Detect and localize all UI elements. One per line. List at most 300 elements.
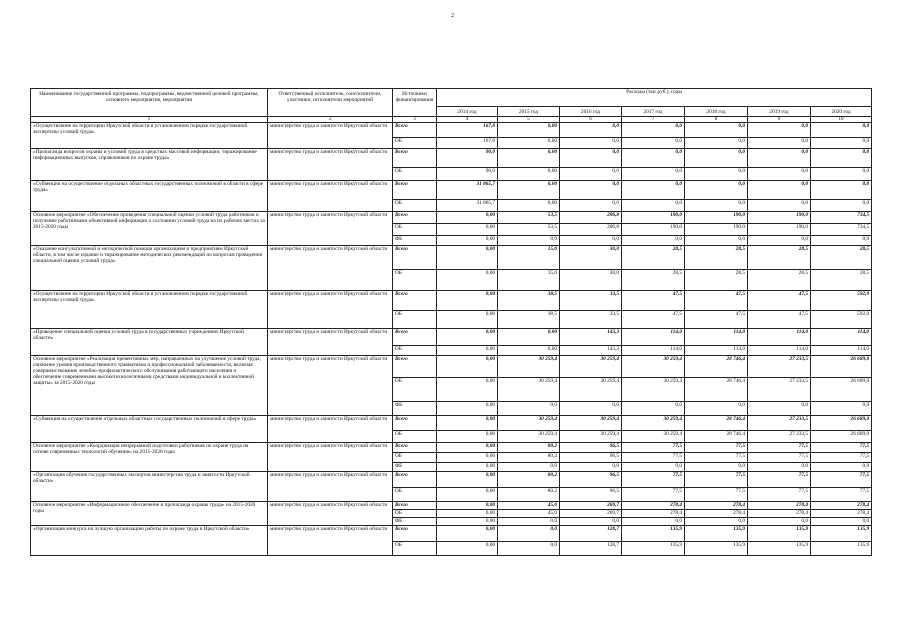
expense-value: 30 259,4 bbox=[622, 416, 685, 431]
page-number: 2 bbox=[451, 13, 454, 19]
expense-value: 77,5 bbox=[748, 472, 811, 488]
expense-value: 28,5 bbox=[685, 270, 748, 291]
expense-value: 28 746,4 bbox=[685, 416, 748, 431]
expense-value: 135,9 bbox=[811, 526, 872, 542]
expense-value: 278,4 bbox=[622, 510, 685, 518]
expense-value: 0,0 bbox=[685, 168, 748, 181]
funding-source: Всего bbox=[393, 502, 437, 510]
table-row bbox=[31, 356, 872, 378]
expense-value: 27 233,5 bbox=[748, 416, 811, 431]
funding-source: ОБ bbox=[393, 311, 437, 329]
header-column-number: 10 bbox=[811, 117, 872, 123]
executor-name: министерство труда и занятости Иркутской области bbox=[268, 181, 393, 212]
funding-source: ОБ bbox=[393, 510, 437, 518]
expense-value: 28,5 bbox=[748, 246, 811, 270]
funding-source: ОБ bbox=[393, 488, 437, 502]
expense-value: 80,2 bbox=[498, 472, 560, 488]
expense-value: 0,0 bbox=[748, 123, 811, 138]
expense-value: 53,5 bbox=[498, 224, 560, 236]
expense-value: 0,0 bbox=[685, 200, 748, 212]
expense-value: 26 689,0 bbox=[811, 356, 872, 378]
expense-value: 190,0 bbox=[748, 212, 811, 224]
funding-source: ФБ bbox=[393, 518, 437, 526]
funding-source: ФБ bbox=[393, 463, 437, 472]
funding-source: Всего bbox=[393, 443, 437, 453]
activity-name: «Субвенция на осуществление отдельных областных государственных полномочий в сфере труда» bbox=[31, 416, 268, 443]
funding-source: Всего bbox=[393, 329, 437, 346]
expense-value: 190,0 bbox=[685, 212, 748, 224]
expense-value: 269,7 bbox=[560, 502, 622, 510]
expense-value: 0,0 bbox=[811, 200, 872, 212]
expense-value: 80,2 bbox=[498, 488, 560, 502]
expense-value: 0,0 bbox=[498, 402, 560, 416]
expense-value: 0,00 bbox=[437, 378, 498, 402]
funding-source: ОБ bbox=[393, 224, 437, 236]
expense-value: 0,0 bbox=[622, 200, 685, 212]
expense-value: 47,5 bbox=[685, 311, 748, 329]
expense-value: 96,5 bbox=[560, 472, 622, 488]
funding-source: ОБ bbox=[393, 431, 437, 443]
funding-source: ОБ bbox=[393, 453, 437, 463]
expense-value: 278,4 bbox=[685, 510, 748, 518]
expense-value: 592,0 bbox=[811, 311, 872, 329]
activity-name: Основное мероприятие «Координация непрерывной подготовки работников по охране труда на основе современных технологий обучения» на 2015-2020 годы bbox=[31, 443, 268, 472]
table-row bbox=[31, 329, 872, 346]
expense-value: 0,0 bbox=[560, 463, 622, 472]
expense-value: 47,5 bbox=[685, 291, 748, 311]
table-row bbox=[31, 443, 872, 453]
expense-value: 0,00 bbox=[437, 431, 498, 443]
expense-value: 135,9 bbox=[622, 542, 685, 556]
expense-value: 77,5 bbox=[811, 472, 872, 488]
expense-value: 0,0 bbox=[748, 236, 811, 246]
expense-value: 0,0 bbox=[622, 463, 685, 472]
expense-value: 0,0 bbox=[685, 463, 748, 472]
expense-value: 47,5 bbox=[622, 291, 685, 311]
table-row bbox=[31, 291, 872, 311]
expense-value: 28,5 bbox=[748, 270, 811, 291]
executor-name: министерство труда и занятости Иркутской области bbox=[268, 526, 393, 556]
expense-value: 190,0 bbox=[622, 224, 685, 236]
header-name: Наименование государственной программы, подпрограммы, ведомственной целевой программы, основного мероприятия, мероприятия bbox=[31, 89, 268, 117]
expense-value: 28,5 bbox=[685, 246, 748, 270]
expense-value: 206,8 bbox=[560, 224, 622, 236]
expense-value: 0,00 bbox=[437, 246, 498, 270]
activity-name: «Организация конкурса на лучшую организацию работы по охране труда в Иркутской области» bbox=[31, 526, 268, 556]
expense-value: 28 746,4 bbox=[685, 378, 748, 402]
expense-value: 0,0 bbox=[560, 168, 622, 181]
expense-value: 0,00 bbox=[437, 472, 498, 488]
header-year: 2016 год bbox=[560, 107, 622, 117]
executor-name: министерство труда и занятости Иркутской области bbox=[268, 123, 393, 149]
header-year: 2019 год bbox=[748, 107, 811, 117]
expense-value: 0,00 bbox=[437, 329, 498, 346]
expense-value: 278,4 bbox=[748, 510, 811, 518]
expense-value: 30 259,4 bbox=[560, 416, 622, 431]
expense-value: 0,00 bbox=[437, 346, 498, 356]
expense-value: 77,5 bbox=[622, 488, 685, 502]
header-source: Источники финансирования bbox=[393, 89, 437, 117]
expense-value: 0,0 bbox=[560, 181, 622, 200]
expense-value: 0,0 bbox=[560, 123, 622, 138]
expense-value: 30 259,4 bbox=[560, 431, 622, 443]
activity-name: «Проведение специальной оценки условий труда в государственных учреждениях Иркутской области» bbox=[31, 329, 268, 356]
expense-value: 128,7 bbox=[560, 542, 622, 556]
expense-value: 77,5 bbox=[685, 488, 748, 502]
expense-value: 0,00 bbox=[437, 542, 498, 556]
executor-name: министерство труда и занятости Иркутской области bbox=[268, 291, 393, 329]
expense-value: 0,0 bbox=[622, 402, 685, 416]
expense-value: 28,5 bbox=[811, 270, 872, 291]
expense-value: 0,0 bbox=[685, 402, 748, 416]
expense-value: 0,0 bbox=[811, 463, 872, 472]
expense-value: 0,0 bbox=[811, 518, 872, 526]
expense-value: 0,00 bbox=[498, 346, 560, 356]
expense-value: 0,0 bbox=[622, 123, 685, 138]
expense-value: 0,0 bbox=[498, 526, 560, 542]
expense-value: 77,5 bbox=[685, 443, 748, 453]
expense-value: 77,5 bbox=[622, 453, 685, 463]
expense-value: 0,00 bbox=[437, 416, 498, 431]
header-column-number: 1 bbox=[31, 117, 268, 123]
expense-value: 30 259,4 bbox=[498, 378, 560, 402]
funding-source: Всего bbox=[393, 526, 437, 542]
expense-value: 90,0 bbox=[437, 149, 498, 168]
activity-name: «Пропаганда вопросов охраны и условий труда в средствах массовой информации, тиражирование информационных выпусков, справочников по охране труда» bbox=[31, 149, 268, 181]
expense-value: 0,0 bbox=[811, 149, 872, 168]
funding-source: ОБ bbox=[393, 378, 437, 402]
expense-value: 0,00 bbox=[437, 453, 498, 463]
activity-name: «Осуществление на территории Иркутской области в установленном порядке государственной экспертизы условий труда» bbox=[31, 291, 268, 329]
executor-name: министерство труда и занятости Иркутской области bbox=[268, 212, 393, 246]
header-column-number: 8 bbox=[685, 117, 748, 123]
expense-value: 0,0 bbox=[560, 518, 622, 526]
header-column-number: 4 bbox=[437, 117, 498, 123]
expense-value: 96,5 bbox=[560, 453, 622, 463]
header-year: 2020 год bbox=[811, 107, 872, 117]
expense-value: 0,0 bbox=[498, 542, 560, 556]
expense-value: 0,0 bbox=[685, 236, 748, 246]
header-column-number: 6 bbox=[560, 117, 622, 123]
expense-value: 0,0 bbox=[622, 149, 685, 168]
table-row bbox=[31, 246, 872, 270]
expense-value: 0,00 bbox=[437, 212, 498, 224]
expense-value: 30 259,4 bbox=[622, 378, 685, 402]
executor-name: министерство труда и занятости Иркутской области bbox=[268, 149, 393, 181]
expense-value: 0,0 bbox=[811, 123, 872, 138]
table-row bbox=[31, 181, 872, 200]
funding-source: Всего bbox=[393, 356, 437, 378]
expense-value: 0,0 bbox=[748, 200, 811, 212]
expense-value: 114,0 bbox=[622, 329, 685, 346]
expense-value: 0,0 bbox=[811, 168, 872, 181]
expense-value: 0,00 bbox=[437, 270, 498, 291]
expense-value: 0,0 bbox=[685, 518, 748, 526]
funding-source: ОБ bbox=[393, 270, 437, 291]
executor-name: министерство труда и занятости Иркутской области bbox=[268, 472, 393, 502]
executor-name: министерство труда и занятости Иркутской области bbox=[268, 329, 393, 356]
activity-name: «Организация обучения государственных экспертов министерства труда и занятости Иркутской области» bbox=[31, 472, 268, 502]
expense-value: 135,9 bbox=[748, 542, 811, 556]
header-expenses: Расходы (тыс.руб.), годы bbox=[437, 89, 872, 107]
funding-source: ОБ bbox=[393, 168, 437, 181]
expense-value: 47,5 bbox=[622, 311, 685, 329]
table-row bbox=[31, 212, 872, 224]
funding-source: Всего bbox=[393, 291, 437, 311]
expense-value: 278,4 bbox=[811, 510, 872, 518]
expense-value: 28,5 bbox=[811, 246, 872, 270]
expense-value: 0,00 bbox=[498, 168, 560, 181]
expense-value: 0,00 bbox=[437, 463, 498, 472]
expense-value: 0,0 bbox=[498, 236, 560, 246]
expense-value: 31 865,7 bbox=[437, 200, 498, 212]
expense-value: 30,0 bbox=[560, 270, 622, 291]
expense-value: 0,00 bbox=[498, 138, 560, 149]
expense-value: 0,0 bbox=[622, 236, 685, 246]
expense-value: 0,00 bbox=[498, 200, 560, 212]
expense-value: 80,2 bbox=[498, 453, 560, 463]
expense-value: 77,5 bbox=[622, 443, 685, 453]
expense-value: 38,5 bbox=[498, 291, 560, 311]
expense-value: 45,0 bbox=[498, 510, 560, 518]
activity-name: «Оказание консультативной и методической помощи организациям и предприятиям Иркутской области, в том числе издание и тиражирование методических рекомендаций по вопросам проведения специальной оценки условий труда» bbox=[31, 246, 268, 291]
expense-value: 114,0 bbox=[811, 346, 872, 356]
expense-value: 0,0 bbox=[498, 518, 560, 526]
executor-name: министерство труда и занятости Иркутской области bbox=[268, 443, 393, 472]
funding-source: ОБ bbox=[393, 542, 437, 556]
expense-value: 77,5 bbox=[748, 488, 811, 502]
expense-value: 15,0 bbox=[498, 270, 560, 291]
header-column-number: 3 bbox=[393, 117, 437, 123]
expense-value: 0,00 bbox=[437, 502, 498, 510]
expense-value: 0,00 bbox=[498, 149, 560, 168]
expense-value: 30 259,4 bbox=[622, 356, 685, 378]
expense-value: 77,5 bbox=[622, 472, 685, 488]
expense-value: 45,0 bbox=[498, 502, 560, 510]
expense-value: 114,0 bbox=[811, 329, 872, 346]
expense-value: 0,0 bbox=[685, 181, 748, 200]
expense-value: 190,0 bbox=[748, 224, 811, 236]
expense-value: 0,00 bbox=[498, 181, 560, 200]
funding-source: Всего bbox=[393, 123, 437, 138]
expense-value: 143,3 bbox=[560, 346, 622, 356]
expense-value: 33,5 bbox=[560, 311, 622, 329]
expense-value: 26 689,0 bbox=[811, 416, 872, 431]
funding-source: Всего bbox=[393, 416, 437, 431]
expense-value: 30 259,4 bbox=[498, 356, 560, 378]
expense-value: 0,0 bbox=[811, 402, 872, 416]
expense-value: 31 865,7 bbox=[437, 181, 498, 200]
budget-table bbox=[30, 88, 872, 556]
expense-value: 269,7 bbox=[560, 510, 622, 518]
expense-value: 0,00 bbox=[437, 356, 498, 378]
funding-source: ОБ bbox=[393, 200, 437, 212]
expense-value: 0,0 bbox=[748, 181, 811, 200]
expense-value: 0,0 bbox=[811, 236, 872, 246]
header-executor: Ответственный исполнитель, соисполнители, участники, исполнители мероприятий bbox=[268, 89, 393, 117]
expense-value: 28 746,4 bbox=[685, 431, 748, 443]
expense-value: 135,9 bbox=[748, 526, 811, 542]
expense-value: 47,5 bbox=[748, 291, 811, 311]
expense-value: 90,0 bbox=[437, 168, 498, 181]
expense-value: 27 233,5 bbox=[748, 431, 811, 443]
funding-source: Всего bbox=[393, 472, 437, 488]
expense-value: 167,8 bbox=[437, 123, 498, 138]
expense-value: 0,0 bbox=[498, 463, 560, 472]
funding-source: Всего bbox=[393, 212, 437, 224]
expense-value: 47,5 bbox=[748, 311, 811, 329]
expense-value: 28,5 bbox=[622, 270, 685, 291]
expense-value: 38,5 bbox=[498, 311, 560, 329]
expense-value: 0,00 bbox=[437, 291, 498, 311]
header-year: 2017 год bbox=[622, 107, 685, 117]
expense-value: 206,8 bbox=[560, 212, 622, 224]
expense-value: 278,4 bbox=[685, 502, 748, 510]
expense-value: 167,8 bbox=[437, 138, 498, 149]
expense-value: 278,4 bbox=[811, 502, 872, 510]
executor-name: министерство труда и занятости Иркутской области bbox=[268, 416, 393, 443]
expense-value: 27 233,5 bbox=[748, 356, 811, 378]
expense-value: 28 746,4 bbox=[685, 356, 748, 378]
expense-value: 96,5 bbox=[560, 488, 622, 502]
expense-value: 0,0 bbox=[622, 518, 685, 526]
expense-value: 734,5 bbox=[811, 224, 872, 236]
activity-name: Основное мероприятие «Информационное обеспечение и пропаганда охраны труда» на 2015-2020 годы bbox=[31, 502, 268, 526]
expense-value: 592,0 bbox=[811, 291, 872, 311]
expense-value: 135,9 bbox=[622, 526, 685, 542]
expense-value: 0,00 bbox=[498, 329, 560, 346]
expense-value: 30 259,4 bbox=[560, 378, 622, 402]
expense-value: 0,0 bbox=[748, 463, 811, 472]
header-year: 2018 год bbox=[685, 107, 748, 117]
expense-value: 0,0 bbox=[748, 518, 811, 526]
expense-value: 135,9 bbox=[685, 542, 748, 556]
expense-value: 0,0 bbox=[685, 123, 748, 138]
table-row bbox=[31, 123, 872, 138]
funding-source: ФБ bbox=[393, 236, 437, 246]
executor-name: министерство труда и занятости Иркутской области bbox=[268, 502, 393, 526]
expense-value: 80,2 bbox=[498, 443, 560, 453]
expense-value: 114,0 bbox=[748, 346, 811, 356]
header-year: 2015 год bbox=[498, 107, 560, 117]
expense-value: 27 233,5 bbox=[748, 378, 811, 402]
expense-value: 77,5 bbox=[811, 443, 872, 453]
expense-value: 0,0 bbox=[560, 402, 622, 416]
expense-value: 0,0 bbox=[811, 138, 872, 149]
expense-value: 77,5 bbox=[748, 453, 811, 463]
expense-value: 53,5 bbox=[498, 212, 560, 224]
header-column-number: 7 bbox=[622, 117, 685, 123]
expense-value: 77,5 bbox=[748, 443, 811, 453]
expense-value: 114,0 bbox=[685, 329, 748, 346]
expense-value: 114,0 bbox=[622, 346, 685, 356]
table-row bbox=[31, 502, 872, 510]
expense-value: 77,5 bbox=[685, 453, 748, 463]
expense-value: 0,00 bbox=[437, 236, 498, 246]
expense-value: 30 259,4 bbox=[622, 431, 685, 443]
expense-value: 0,00 bbox=[437, 526, 498, 542]
header-column-number: 2 bbox=[268, 117, 393, 123]
expense-value: 28,5 bbox=[622, 246, 685, 270]
table-row bbox=[31, 416, 872, 431]
expense-value: 278,4 bbox=[622, 502, 685, 510]
activity-name: «Субвенции на осуществление отдельных областных государственных полномочий в области в сфере труда» bbox=[31, 181, 268, 212]
expense-value: 0,00 bbox=[437, 224, 498, 236]
expense-value: 0,0 bbox=[748, 138, 811, 149]
expense-value: 0,0 bbox=[622, 138, 685, 149]
expense-value: 0,0 bbox=[622, 168, 685, 181]
expense-value: 0,0 bbox=[685, 149, 748, 168]
table-row bbox=[31, 149, 872, 168]
activity-name: «Осуществление на территории Иркутской области в установленном порядке государственной экспертизы условий труда» bbox=[31, 123, 268, 149]
activity-name: Основное мероприятие «Реализация превентивных мер, направленных на улучшение условий труда, снижение уровня производственного травматизма и профессиональной заболеваемости, включая совершенствование лечебно-профилактического обслуживания работающего населения и обеспечение современными высокотехнологичными средствами индивидуальной и коллективной защиты» за 2015-2020 годы bbox=[31, 356, 268, 416]
expense-value: 0,00 bbox=[437, 488, 498, 502]
expense-value: 0,0 bbox=[560, 236, 622, 246]
expense-value: 33,5 bbox=[560, 291, 622, 311]
expense-value: 734,5 bbox=[811, 212, 872, 224]
expense-value: 190,0 bbox=[685, 224, 748, 236]
expense-value: 135,9 bbox=[811, 542, 872, 556]
funding-source: ОБ bbox=[393, 138, 437, 149]
funding-source: ФБ bbox=[393, 402, 437, 416]
funding-source: ОБ bbox=[393, 346, 437, 356]
expense-value: 77,5 bbox=[811, 453, 872, 463]
expense-value: 26 689,0 bbox=[811, 378, 872, 402]
header-year: 2014 год bbox=[437, 107, 498, 117]
expense-value: 0,00 bbox=[437, 510, 498, 518]
expense-value: 135,9 bbox=[685, 526, 748, 542]
expense-value: 0,00 bbox=[437, 311, 498, 329]
funding-source: Всего bbox=[393, 181, 437, 200]
expense-value: 26 689,0 bbox=[811, 431, 872, 443]
executor-name: министерство труда и занятости Иркутской области bbox=[268, 246, 393, 291]
expense-value: 278,4 bbox=[748, 502, 811, 510]
table-row bbox=[31, 526, 872, 542]
expense-value: 0,0 bbox=[560, 149, 622, 168]
expense-value: 114,0 bbox=[748, 329, 811, 346]
expense-value: 114,0 bbox=[685, 346, 748, 356]
expense-value: 0,00 bbox=[437, 443, 498, 453]
expense-value: 77,5 bbox=[811, 488, 872, 502]
expense-value: 30 259,4 bbox=[498, 416, 560, 431]
expense-value: 190,0 bbox=[622, 212, 685, 224]
expense-value: 0,0 bbox=[748, 149, 811, 168]
expense-value: 0,00 bbox=[437, 402, 498, 416]
expense-value: 0,0 bbox=[622, 181, 685, 200]
expense-value: 30 259,4 bbox=[498, 431, 560, 443]
activity-name: Основное мероприятие «Обеспечение проведения специальной оценки условий труда работников и получение работниками объективной информации о состоянии условий труда на их рабочих местах за 2015-2020 годы bbox=[31, 212, 268, 246]
expense-value: 96,5 bbox=[560, 443, 622, 453]
expense-value: 0,0 bbox=[560, 200, 622, 212]
expense-value: 0,0 bbox=[748, 402, 811, 416]
expense-value: 0,00 bbox=[498, 123, 560, 138]
expense-value: 30,0 bbox=[560, 246, 622, 270]
table-row bbox=[31, 472, 872, 488]
expense-value: 30 259,4 bbox=[560, 356, 622, 378]
funding-source: Всего bbox=[393, 149, 437, 168]
header-column-number: 9 bbox=[748, 117, 811, 123]
expense-value: 0,0 bbox=[811, 181, 872, 200]
expense-value: 0,0 bbox=[748, 168, 811, 181]
expense-value: 0,0 bbox=[560, 138, 622, 149]
expense-value: 0,00 bbox=[437, 518, 498, 526]
expense-value: 15,0 bbox=[498, 246, 560, 270]
expense-value: 77,5 bbox=[685, 472, 748, 488]
expense-value: 143,3 bbox=[560, 329, 622, 346]
header-column-number: 5 bbox=[498, 117, 560, 123]
executor-name: министерство труда и занятости Иркутской области bbox=[268, 356, 393, 416]
expense-value: 128,7 bbox=[560, 526, 622, 542]
